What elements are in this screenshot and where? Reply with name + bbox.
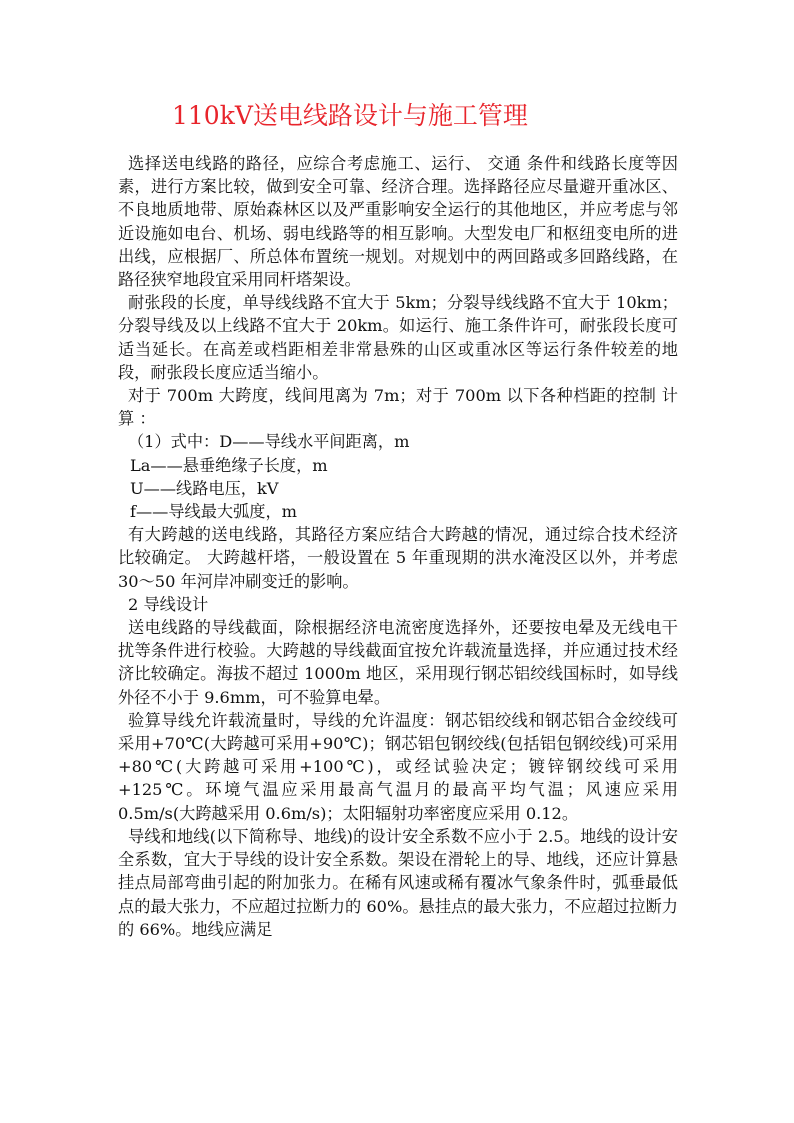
formula-legend-f: f——导线最大弧度，m [130, 502, 298, 522]
section-heading-conductor-design: 2 导线设计 [128, 594, 209, 614]
paragraph-large-crossing: 有大跨越的送电线路，其路径方案应结合大跨越的情况，通过综合技术经济比较确定。 大跨越杆塔，一般设置在 5 年重现期的洪水淹没区以外，并考虑 30～50 年河岸冲刷变迁的影响。 [118, 525, 678, 591]
paragraph-tension-section: 耐张段的长度，单导线线路不宜大于 5km；分裂导线线路不宜大于 10km；分裂导线及以上线路不宜大于 20km。如运行、施工条件许可，耐张段长度可适当延长。在高差或档距相差非常悬殊的山区或重冰区等运行条件较差的地段，耐张段长度应适当缩小。 [118, 293, 678, 382]
paragraph-safety-factor: 导线和地线(以下简称导、地线)的设计安全系数不应小于 2.5。地线的设计安全系数，宜大于导线的设计安全系数。架设在滑轮上的导、地线，还应计算悬挂点局部弯曲引起的附加张力。在稀有风速或稀有覆冰气象条件时，弧垂最低点的最大张力，不应超过拉断力的 60%。悬挂点的最大张力，不应超过拉断力的 66%。地线应满足 [118, 826, 678, 939]
formula-legend-u: U——线路电压，kV [130, 478, 279, 498]
paragraph-conductor-section: 送电线路的导线截面，除根据经济电流密度选择外，还要按电晕及无线电干扰等条件进行校验。大跨越的导线截面宜按允许载流量选择，并应通过技术经济比较确定。海拔不超过 1000m 地区，采用现行钢芯铝绞线国标时，如导线外径不小于 9.6mm，可不验算电晕。 [118, 618, 678, 707]
paragraph-ampacity: 验算导线允许载流量时，导线的允许温度：钢芯铝绞线和钢芯铝合金绞线可采用+70℃(大跨越可采用+90℃)；钢芯铝包钢绞线(包括铝包钢绞线)可采用+80℃(大跨越可采用+100℃)，或经试验决定；镀锌钢绞线可采用+125℃。环境气温应采用最高气温月的最高平均气温；风速应采用 0.5m/s(大跨越采用 0.6m/s)；太阳辐射功率密度应采用 0.12。 [118, 710, 678, 823]
paragraph-route-selection: 选择送电线路的路径，应综合考虑施工、运行、 交通 条件和线路长度等因素，进行方案比较，做到安全可靠、经济合理。选择路径应尽量避开重冰区、不良地质地带、原始森林区以及严重影响安全运行的其他地区，并应考虑与邻近设施如电台、机场、弱电线路等的相互影响。大型发电厂和枢纽变电所的进出线，应根据厂、所总体布置统一规划。对规划中的两回路或多回路线路，在路径狭窄地段宜采用同杆塔架设。 [118, 154, 678, 290]
document-title: 110kV送电线路设计与施工管理 [172, 101, 528, 130]
document-body [118, 152, 678, 941]
formula-legend-la: La——悬垂绝缘子长度，m [130, 455, 328, 475]
paragraph-span-distance: 对于 700m 大跨度，线间甩离为 7m；对于 700m 以下各种档距的控制 计算 ： [118, 386, 678, 429]
formula-legend-d: （1）式中：D——导线水平间距离，m [128, 432, 410, 452]
